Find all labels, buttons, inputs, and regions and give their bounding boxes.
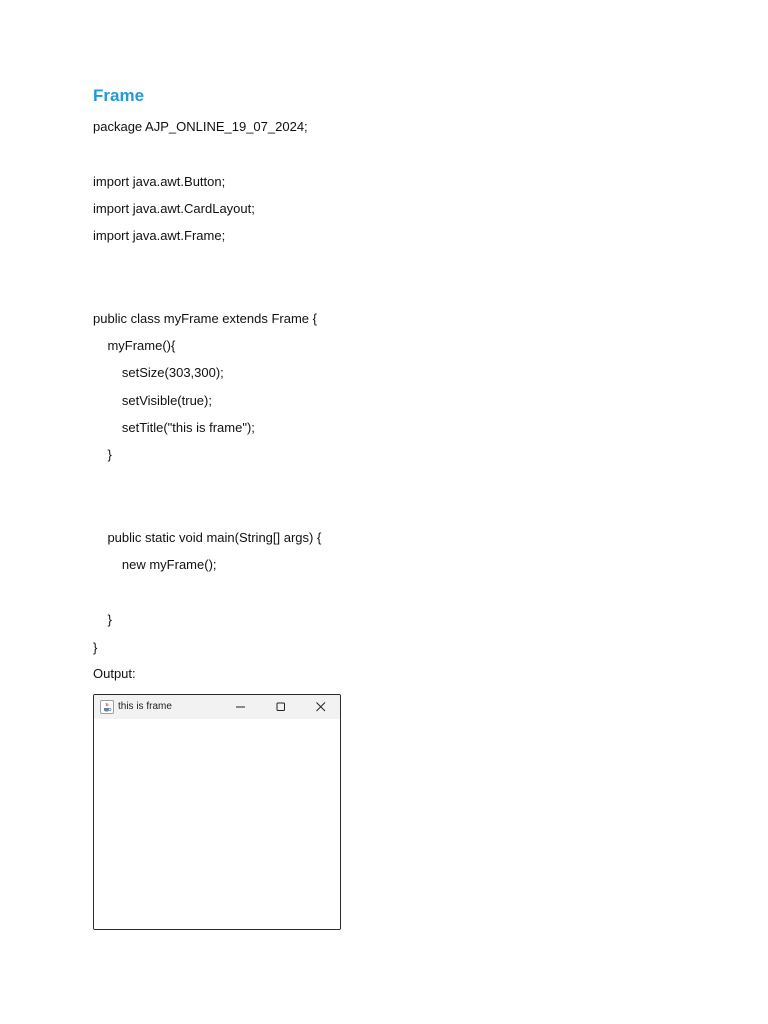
code-line-constructor-close: }	[93, 447, 112, 462]
output-label: Output:	[93, 666, 136, 681]
code-line-setsize: setSize(303,300);	[93, 365, 224, 380]
java-cup-icon	[100, 700, 114, 714]
frame-titlebar	[94, 695, 340, 719]
code-line-import-cardlayout: import java.awt.CardLayout;	[93, 201, 255, 216]
code-line-setvisible: setVisible(true);	[93, 393, 212, 408]
code-line-main-close: }	[93, 612, 112, 627]
code-line-main: public static void main(String[] args) {	[93, 530, 322, 545]
code-line-settitle: setTitle("this is frame");	[93, 420, 255, 435]
code-line-constructor: myFrame(){	[93, 338, 176, 353]
code-line-package: package AJP_ONLINE_19_07_2024;	[93, 119, 308, 134]
code-line-import-button: import java.awt.Button;	[93, 174, 226, 189]
maximize-icon	[273, 699, 289, 715]
code-line-class-declaration: public class myFrame extends Frame {	[93, 311, 317, 326]
frame-content-area	[94, 719, 340, 930]
code-line-new-instance: new myFrame();	[93, 557, 217, 572]
code-line-import-frame: import java.awt.Frame;	[93, 228, 226, 243]
code-line-class-close: }	[93, 640, 98, 655]
minimize-icon	[233, 699, 249, 715]
output-frame-screenshot	[93, 694, 341, 930]
close-icon	[313, 699, 329, 715]
section-heading: Frame	[93, 86, 145, 105]
frame-title: this is frame	[118, 701, 172, 712]
